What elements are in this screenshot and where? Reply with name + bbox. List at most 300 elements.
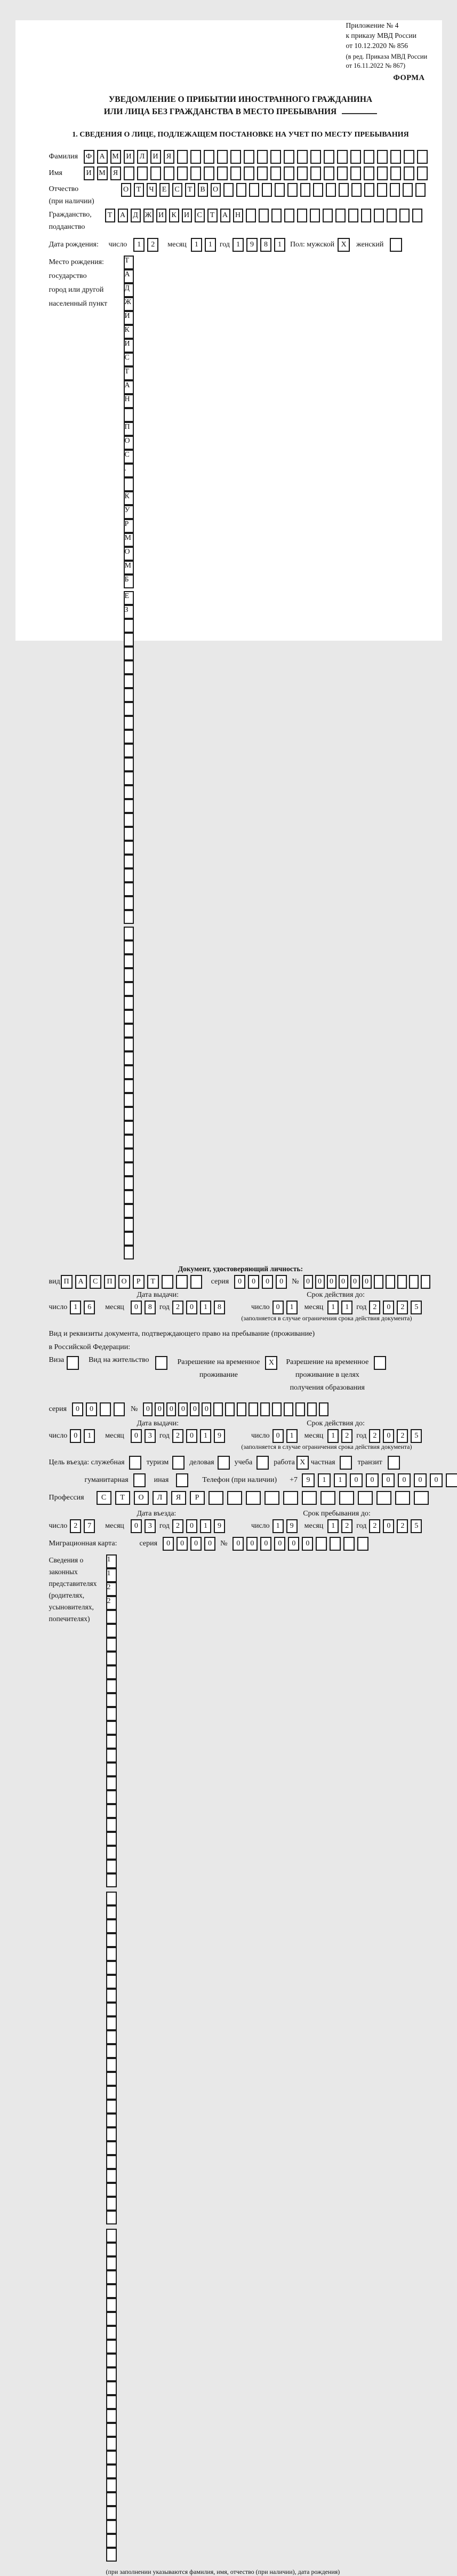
form-cell[interactable]: 1 [191,238,202,252]
form-cell[interactable] [124,1218,134,1232]
form-cell[interactable]: 1 [286,1301,298,1314]
form-cell[interactable]: А [97,150,108,164]
form-cell[interactable]: Л [137,150,148,164]
form-cell[interactable] [302,1491,317,1505]
form-cell[interactable] [358,1491,373,1505]
form-cell[interactable]: М [124,561,134,575]
form-cell[interactable]: 1 [286,1429,298,1443]
form-cell[interactable]: 0 [246,1537,258,1551]
form-cell[interactable]: 1 [200,1301,211,1314]
form-cell[interactable]: А [118,209,128,222]
form-cell[interactable]: 0 [186,1519,197,1533]
form-cell[interactable]: 0 [327,1275,336,1289]
form-cell[interactable] [399,209,410,222]
form-cell[interactable] [177,150,188,164]
form-cell[interactable] [300,183,310,197]
form-cell[interactable] [106,1707,117,1721]
transit-checkbox[interactable] [388,1456,400,1470]
form-cell[interactable]: 9 [214,1429,225,1443]
form-cell[interactable] [190,166,201,180]
form-cell[interactable]: С [90,1275,101,1289]
form-cell[interactable] [190,150,201,164]
form-cell[interactable]: 1 [327,1301,339,1314]
form-cell[interactable] [376,1491,391,1505]
form-cell[interactable]: Н [124,394,134,408]
form-cell[interactable] [124,702,134,716]
form-cell[interactable]: Н [233,209,243,222]
visa-checkbox[interactable] [67,1356,79,1370]
form-cell[interactable] [230,150,241,164]
form-cell[interactable] [307,1402,317,1416]
form-cell[interactable]: 2 [70,1519,81,1533]
form-cell[interactable] [313,183,323,197]
form-cell[interactable] [287,183,298,197]
form-cell[interactable]: 1 [106,1554,117,1568]
form-cell[interactable] [310,209,320,222]
form-cell[interactable]: 0 [131,1301,142,1314]
form-cell[interactable] [377,150,388,164]
form-cell[interactable]: Я [171,1491,186,1505]
form-cell[interactable] [177,166,188,180]
form-cell[interactable] [326,183,336,197]
form-cell[interactable] [417,166,428,180]
form-cell[interactable] [271,209,282,222]
form-cell[interactable] [106,2312,117,2326]
form-cell[interactable] [124,841,134,855]
form-cell[interactable]: Б [124,575,134,588]
form-cell[interactable]: 0 [288,1537,299,1551]
form-cell[interactable]: 8 [214,1301,225,1314]
form-cell[interactable] [417,150,428,164]
form-cell[interactable] [124,477,134,491]
form-cell[interactable]: К [169,209,179,222]
form-cell[interactable]: А [124,269,134,283]
form-cell[interactable] [106,2030,117,2044]
form-cell[interactable]: 2 [397,1301,408,1314]
form-cell[interactable]: 2 [172,1429,183,1443]
form-cell[interactable] [124,982,134,996]
form-cell[interactable]: И [124,150,134,164]
form-cell[interactable] [124,757,134,771]
form-cell[interactable]: И [124,339,134,353]
form-cell[interactable]: О [124,547,134,561]
form-cell[interactable]: 0 [186,1301,197,1314]
form-cell[interactable] [364,150,374,164]
form-cell[interactable]: О [124,436,134,450]
form-cell[interactable]: А [124,380,134,394]
form-cell[interactable] [164,166,174,180]
form-cell[interactable] [270,166,281,180]
form-cell[interactable] [272,1402,282,1416]
private-checkbox[interactable] [340,1456,352,1470]
form-cell[interactable] [124,1246,134,1259]
form-cell[interactable]: 1 [200,1429,211,1443]
form-cell[interactable] [257,150,268,164]
form-cell[interactable] [106,2354,117,2367]
form-cell[interactable] [262,183,272,197]
form-cell[interactable] [106,1975,117,1989]
form-cell[interactable] [297,209,307,222]
form-cell[interactable] [270,150,281,164]
form-cell[interactable] [106,2127,117,2141]
form-cell[interactable] [124,660,134,674]
form-cell[interactable]: 1 [327,1429,339,1443]
form-cell[interactable] [124,868,134,882]
form-cell[interactable]: Д [131,209,141,222]
form-cell[interactable] [106,2298,117,2312]
form-cell[interactable]: Т [185,183,195,197]
form-cell[interactable] [204,150,214,164]
form-cell[interactable]: Ж [143,209,154,222]
form-cell[interactable]: 9 [286,1519,298,1533]
study-checkbox[interactable] [256,1456,269,1470]
form-cell[interactable]: У [124,505,134,519]
form-cell[interactable] [209,1491,223,1505]
form-cell[interactable] [106,1624,117,1638]
form-cell[interactable] [106,2326,117,2340]
form-cell[interactable] [348,209,358,222]
form-cell[interactable]: Т [115,1491,130,1505]
form-cell[interactable]: 2 [106,1582,117,1596]
form-cell[interactable]: К [124,325,134,339]
form-cell[interactable] [106,1679,117,1693]
form-cell[interactable]: А [75,1275,87,1289]
form-cell[interactable] [106,2256,117,2270]
form-cell[interactable] [310,150,321,164]
form-cell[interactable]: О [121,183,131,197]
form-cell[interactable]: 6 [84,1301,95,1314]
form-cell[interactable] [106,1846,117,1860]
form-cell[interactable] [106,1776,117,1790]
form-cell[interactable] [361,209,371,222]
form-cell[interactable] [343,1537,355,1551]
form-cell[interactable]: 2 [397,1429,408,1443]
form-cell[interactable] [106,2367,117,2381]
form-cell[interactable] [124,927,134,940]
form-cell[interactable]: 5 [411,1429,422,1443]
humanitarian-checkbox[interactable] [133,1473,146,1487]
form-cell[interactable] [124,1051,134,1065]
form-cell[interactable] [106,2506,117,2520]
form-cell[interactable]: 2 [106,1596,117,1610]
form-cell[interactable]: 2 [147,238,158,252]
form-cell[interactable] [297,150,308,164]
form-cell[interactable] [217,150,228,164]
form-cell[interactable]: П [61,1275,73,1289]
form-cell[interactable] [237,1402,246,1416]
form-cell[interactable] [350,166,361,180]
form-cell[interactable]: 2 [369,1301,380,1314]
tourism-checkbox[interactable] [172,1456,185,1470]
form-cell[interactable] [150,166,161,180]
form-cell[interactable] [106,1762,117,1776]
form-cell[interactable] [106,2243,117,2256]
form-cell[interactable]: С [97,1491,111,1505]
form-cell[interactable] [106,2141,117,2155]
form-cell[interactable]: 0 [350,1275,360,1289]
form-cell[interactable] [339,1491,354,1505]
form-cell[interactable] [106,1933,117,1947]
form-cell[interactable] [390,183,400,197]
form-cell[interactable]: 0 [248,1275,259,1289]
form-cell[interactable]: Т [207,209,218,222]
form-cell[interactable] [225,1402,235,1416]
form-cell[interactable] [284,166,294,180]
form-cell[interactable] [106,2100,117,2114]
form-cell[interactable] [230,166,241,180]
form-cell[interactable] [124,1065,134,1079]
form-cell[interactable] [106,1892,117,1905]
form-cell[interactable] [124,771,134,785]
form-cell[interactable] [106,2409,117,2423]
form-cell[interactable] [124,968,134,982]
form-cell[interactable] [390,150,401,164]
form-cell[interactable] [106,1749,117,1762]
form-cell[interactable] [162,1275,173,1289]
form-cell[interactable]: 0 [303,1275,313,1289]
form-cell[interactable] [124,1149,134,1162]
form-cell[interactable] [124,674,134,688]
form-cell[interactable] [106,1721,117,1735]
form-cell[interactable] [364,183,374,197]
form-cell[interactable] [124,1135,134,1149]
form-cell[interactable] [259,209,269,222]
form-cell[interactable]: М [97,166,108,180]
form-cell[interactable]: 2 [341,1519,352,1533]
form-cell[interactable] [106,2183,117,2197]
form-cell[interactable] [357,1537,368,1551]
form-cell[interactable] [324,150,334,164]
form-cell[interactable] [124,896,134,910]
form-cell[interactable]: 0 [166,1402,176,1416]
form-cell[interactable]: Т [105,209,115,222]
form-cell[interactable]: 0 [366,1473,379,1487]
form-cell[interactable]: 8 [260,238,271,252]
form-cell[interactable] [100,1402,111,1416]
form-cell[interactable]: 1 [272,1519,284,1533]
residence-permit-checkbox[interactable] [155,1356,167,1370]
form-cell[interactable] [295,1402,305,1416]
form-cell[interactable] [106,1905,117,1919]
form-cell[interactable] [124,940,134,954]
form-cell[interactable] [124,744,134,757]
form-cell[interactable]: О [211,183,221,197]
form-cell[interactable]: 0 [190,1537,202,1551]
form-cell[interactable]: И [124,311,134,325]
form-cell[interactable] [124,1024,134,1038]
form-cell[interactable]: М [110,150,121,164]
form-cell[interactable] [124,1121,134,1135]
form-cell[interactable] [106,1693,117,1707]
form-cell[interactable] [283,1491,298,1505]
form-cell[interactable] [124,882,134,896]
form-cell[interactable] [409,1275,419,1289]
form-cell[interactable]: 0 [232,1537,244,1551]
form-cell[interactable]: 0 [202,1402,211,1416]
form-cell[interactable] [351,183,362,197]
form-cell[interactable] [124,1176,134,1190]
form-cell[interactable] [395,1491,410,1505]
form-cell[interactable] [106,1735,117,1749]
form-cell[interactable]: С [124,353,134,366]
form-cell[interactable] [323,209,333,222]
form-cell[interactable]: 0 [383,1301,394,1314]
form-cell[interactable] [124,1079,134,1093]
form-cell[interactable]: 1 [70,1301,81,1314]
form-cell[interactable]: 0 [383,1519,394,1533]
form-cell[interactable]: И [156,209,166,222]
form-cell[interactable]: 0 [430,1473,443,1487]
form-cell[interactable] [106,1832,117,1846]
form-cell[interactable] [244,166,254,180]
form-cell[interactable]: 0 [272,1301,284,1314]
form-cell[interactable]: Т [124,256,134,269]
form-cell[interactable]: 0 [131,1429,142,1443]
form-cell[interactable] [204,166,214,180]
form-cell[interactable]: 0 [274,1537,285,1551]
form-cell[interactable]: 0 [143,1402,153,1416]
form-cell[interactable] [106,2520,117,2534]
form-cell[interactable]: С [124,450,134,464]
form-cell[interactable] [124,1204,134,1218]
form-cell[interactable]: 1 [232,238,244,252]
form-cell[interactable] [106,2114,117,2127]
form-cell[interactable]: 3 [145,1429,156,1443]
form-cell[interactable]: 0 [186,1429,197,1443]
form-cell[interactable] [335,209,346,222]
form-cell[interactable]: П [124,422,134,436]
form-cell[interactable]: 9 [302,1473,315,1487]
form-cell[interactable] [106,1919,117,1933]
form-cell[interactable] [223,183,234,197]
form-cell[interactable]: 0 [276,1275,287,1289]
form-cell[interactable] [249,183,259,197]
form-cell[interactable]: 1 [106,1568,117,1582]
form-cell[interactable] [297,166,308,180]
form-cell[interactable] [412,209,422,222]
form-cell[interactable]: 1 [205,238,216,252]
form-cell[interactable]: С [172,183,182,197]
form-cell[interactable] [415,183,426,197]
form-cell[interactable]: 0 [262,1275,273,1289]
form-cell[interactable] [106,2044,117,2058]
form-cell[interactable] [106,2381,117,2395]
form-cell[interactable]: 0 [362,1275,372,1289]
form-cell[interactable]: 9 [214,1519,225,1533]
form-cell[interactable]: П [104,1275,116,1289]
form-cell[interactable] [213,1402,223,1416]
form-cell[interactable]: 5 [411,1519,422,1533]
form-cell[interactable] [324,166,334,180]
form-cell[interactable] [106,2229,117,2243]
form-cell[interactable]: С [195,209,205,222]
form-cell[interactable] [106,2548,117,2562]
sex-female-checkbox[interactable] [390,238,402,252]
form-cell[interactable]: 0 [155,1402,164,1416]
form-cell[interactable] [364,166,374,180]
form-cell[interactable]: 0 [70,1429,81,1443]
form-cell[interactable] [284,209,294,222]
form-cell[interactable]: 0 [383,1429,394,1443]
form-cell[interactable]: 1 [133,238,145,252]
form-cell[interactable]: 0 [315,1275,325,1289]
form-cell[interactable]: 0 [204,1537,215,1551]
form-cell[interactable]: О [118,1275,130,1289]
form-cell[interactable]: Р [190,1491,205,1505]
form-cell[interactable] [124,1232,134,1246]
form-cell[interactable]: 2 [369,1519,380,1533]
form-cell[interactable] [106,2270,117,2284]
form-cell[interactable] [106,1961,117,1975]
form-cell[interactable] [320,1491,335,1505]
form-cell[interactable]: 3 [145,1519,156,1533]
form-cell[interactable]: 0 [302,1537,313,1551]
form-cell[interactable]: 0 [272,1429,284,1443]
form-cell[interactable] [106,1610,117,1624]
form-cell[interactable]: Р [133,1275,145,1289]
form-cell[interactable]: Т [124,366,134,380]
form-cell[interactable] [106,2465,117,2478]
form-cell[interactable]: Е [159,183,170,197]
form-cell[interactable]: Ж [124,297,134,311]
form-cell[interactable] [106,2478,117,2492]
form-cell[interactable] [124,1162,134,1176]
form-cell[interactable] [106,1665,117,1679]
form-cell[interactable] [404,166,414,180]
form-cell[interactable] [339,183,349,197]
form-cell[interactable] [124,408,134,422]
form-cell[interactable]: Р [124,519,134,533]
form-cell[interactable] [124,716,134,730]
form-cell[interactable]: 1 [200,1519,211,1533]
form-cell[interactable] [397,1275,407,1289]
form-cell[interactable] [386,1275,395,1289]
form-cell[interactable] [310,166,321,180]
form-cell[interactable]: О [134,1491,149,1505]
form-cell[interactable] [124,954,134,968]
form-cell[interactable]: 0 [131,1519,142,1533]
form-cell[interactable] [421,1275,430,1289]
form-cell[interactable] [284,1402,293,1416]
form-cell[interactable] [377,166,388,180]
form-cell[interactable]: 0 [72,1402,83,1416]
form-cell[interactable] [404,150,414,164]
form-cell[interactable]: 1 [334,1473,347,1487]
form-cell[interactable]: З [124,605,134,619]
form-cell[interactable] [106,1873,117,1887]
form-cell[interactable] [264,1491,279,1505]
form-cell[interactable]: 1 [318,1473,331,1487]
work-checkbox[interactable]: X [296,1456,309,1470]
purpose-official-checkbox[interactable] [129,1456,141,1470]
rvp-checkbox[interactable]: X [265,1356,277,1370]
form-cell[interactable] [217,166,228,180]
form-cell[interactable] [106,1804,117,1818]
form-cell[interactable] [337,150,348,164]
form-cell[interactable] [106,1860,117,1873]
form-cell[interactable] [124,619,134,633]
form-cell[interactable] [275,183,285,197]
form-cell[interactable] [124,688,134,702]
form-cell[interactable] [106,2340,117,2354]
form-cell[interactable]: . [124,464,134,477]
form-cell[interactable] [124,730,134,744]
form-cell[interactable] [106,1652,117,1665]
form-cell[interactable] [106,1818,117,1832]
form-cell[interactable]: Т [134,183,144,197]
form-cell[interactable]: 9 [246,238,258,252]
form-cell[interactable]: 1 [274,238,285,252]
